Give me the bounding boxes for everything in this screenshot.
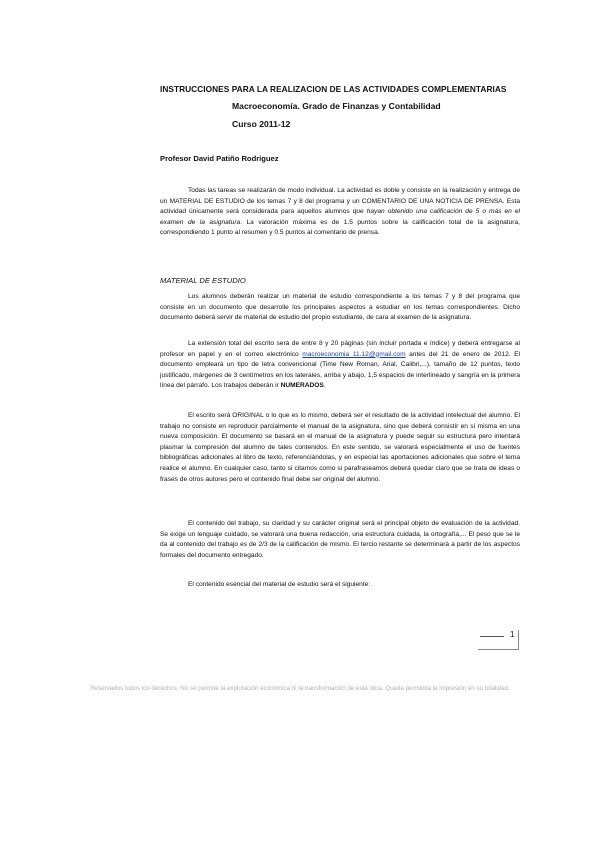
email-link[interactable]: macroeconomia_11.12@gmail.com: [302, 350, 406, 358]
document-title: INSTRUCCIONES PARA LA REALIZACION DE LAS ACTIVIDADES COMPLEMENTARIAS: [160, 84, 507, 94]
paragraph-original: [160, 411, 520, 485]
paragraph-text: El escrito será ORIGINAL o lo que es lo mismo, deberá ser el resultado de la actividad intelectual del alumno. El trabajo no consiste en reproducir parcialmente el manual de la asignatura, sino que deberá consistir en sí misma en una nueva composición. El documento se basará en el manual de la asignatura y puede seguir su estructura pero intentará plasmar la compresión del alumno de tales contenidos. En este sentido, se valorará especialmente el uso de fuentes bibliográficas adicionales al libro de texto, referenciándolas, y en especial las aportaciones adicionales que sobre el tema realice el alumno. En cualquier caso, tanto si citamos como si parafraseamos deberá quedar claro que se trata de ideas o frases de otros autores pero el contenido final debe ser original del alumno.: [160, 412, 520, 483]
intro-text-1: Todas las tareas se realizarán de modo individual. La actividad es doble y consiste en la realización y entrega de un MATERIAL DE ESTUDIO de los temas 7 y 8 del programa y un COMENTARIO DE UNA NOTICIA DE PRENSA. Esta actividad únicamente será considerada para aquellos alumnos: [160, 187, 520, 216]
paragraph-text: El contenido del trabajo, su claridad y su carácter original será el principal objeto de evaluación de la actividad. Se exige un lenguaje cuidado, se valorará una buena redacción, una estructura cuidada, la ortografía,... El peso que se le da al contenido del trabajo es de 2/3 de la calificación de mismo. El tercio restante se determinará a partir de los aspectos formales del documento entregado.: [160, 520, 520, 559]
numbered-emphasis: NUMERADOS: [280, 382, 324, 390]
intro-text-italic: que hayan obtenido una calificación de 5 o más en el examen de la asignatura: [160, 208, 520, 226]
footer-notice: Reservados todos los derechos. No se permite la explotación económica ni la transformación de esta obra. Queda permitida la impresión en su totalidad.: [90, 685, 510, 692]
paragraph-extension: [160, 339, 520, 392]
page-number: 1: [510, 630, 515, 639]
intro-paragraph: [160, 186, 520, 239]
paragraph-text: Los alumnos deberán realizar un material de estudio correspondiente a los temas 7 y 8 del programa que consiste en un documento que desarrolle los principales aspectos a estudiar en los temas correspondientes. Dicho documento deberá servir de material de estudio del propio estudiante, de cara al examen de la asignatura.: [160, 293, 520, 322]
paragraph-text: .: [323, 382, 326, 390]
professor-line: Profesor David Patiño Rodríguez: [160, 154, 279, 163]
page-number-box: [478, 630, 519, 650]
intro-text-2: . La valoración máxima es de 1.5 puntos sobre la calificación total de la asignatura, correspondiendo 1 punto al resumen y 0.5 puntos al comentario de prensa.: [160, 218, 520, 237]
paragraph-study-material: [160, 292, 520, 324]
course-line: Curso 2011-12: [232, 119, 291, 129]
page-number-rule: [480, 636, 504, 637]
section-heading: MATERIAL DE ESTUDIO: [160, 276, 246, 285]
paragraph-content: [160, 580, 520, 591]
paragraph-evaluation: [160, 519, 520, 561]
subject-line: Macroeconomía. Grado de Finanzas y Contabilidad: [232, 101, 441, 111]
paragraph-text: La extensión total del escrito será de entre 8 y 20 páginas (sin incluir portada e índice) y deberá entregarse al profesor en papel y en el correo electrónico: [160, 340, 520, 358]
paragraph-text: antes del 21 de enero de 2012. El documento empleará un tipo de letra convencional (Time New Roman, Arial, Calibri,...), tamaño de 12 puntos, texto justificado, márgenes de 3 centímetros en los laterales, arriba y abajo, 1,5 espacios de interlineado y sangría en la primera línea del párrafo. Los trabajos deberán ir: [160, 350, 520, 390]
paragraph-text: El contenido esencial del material de estudio será el siguiente:: [188, 581, 371, 588]
